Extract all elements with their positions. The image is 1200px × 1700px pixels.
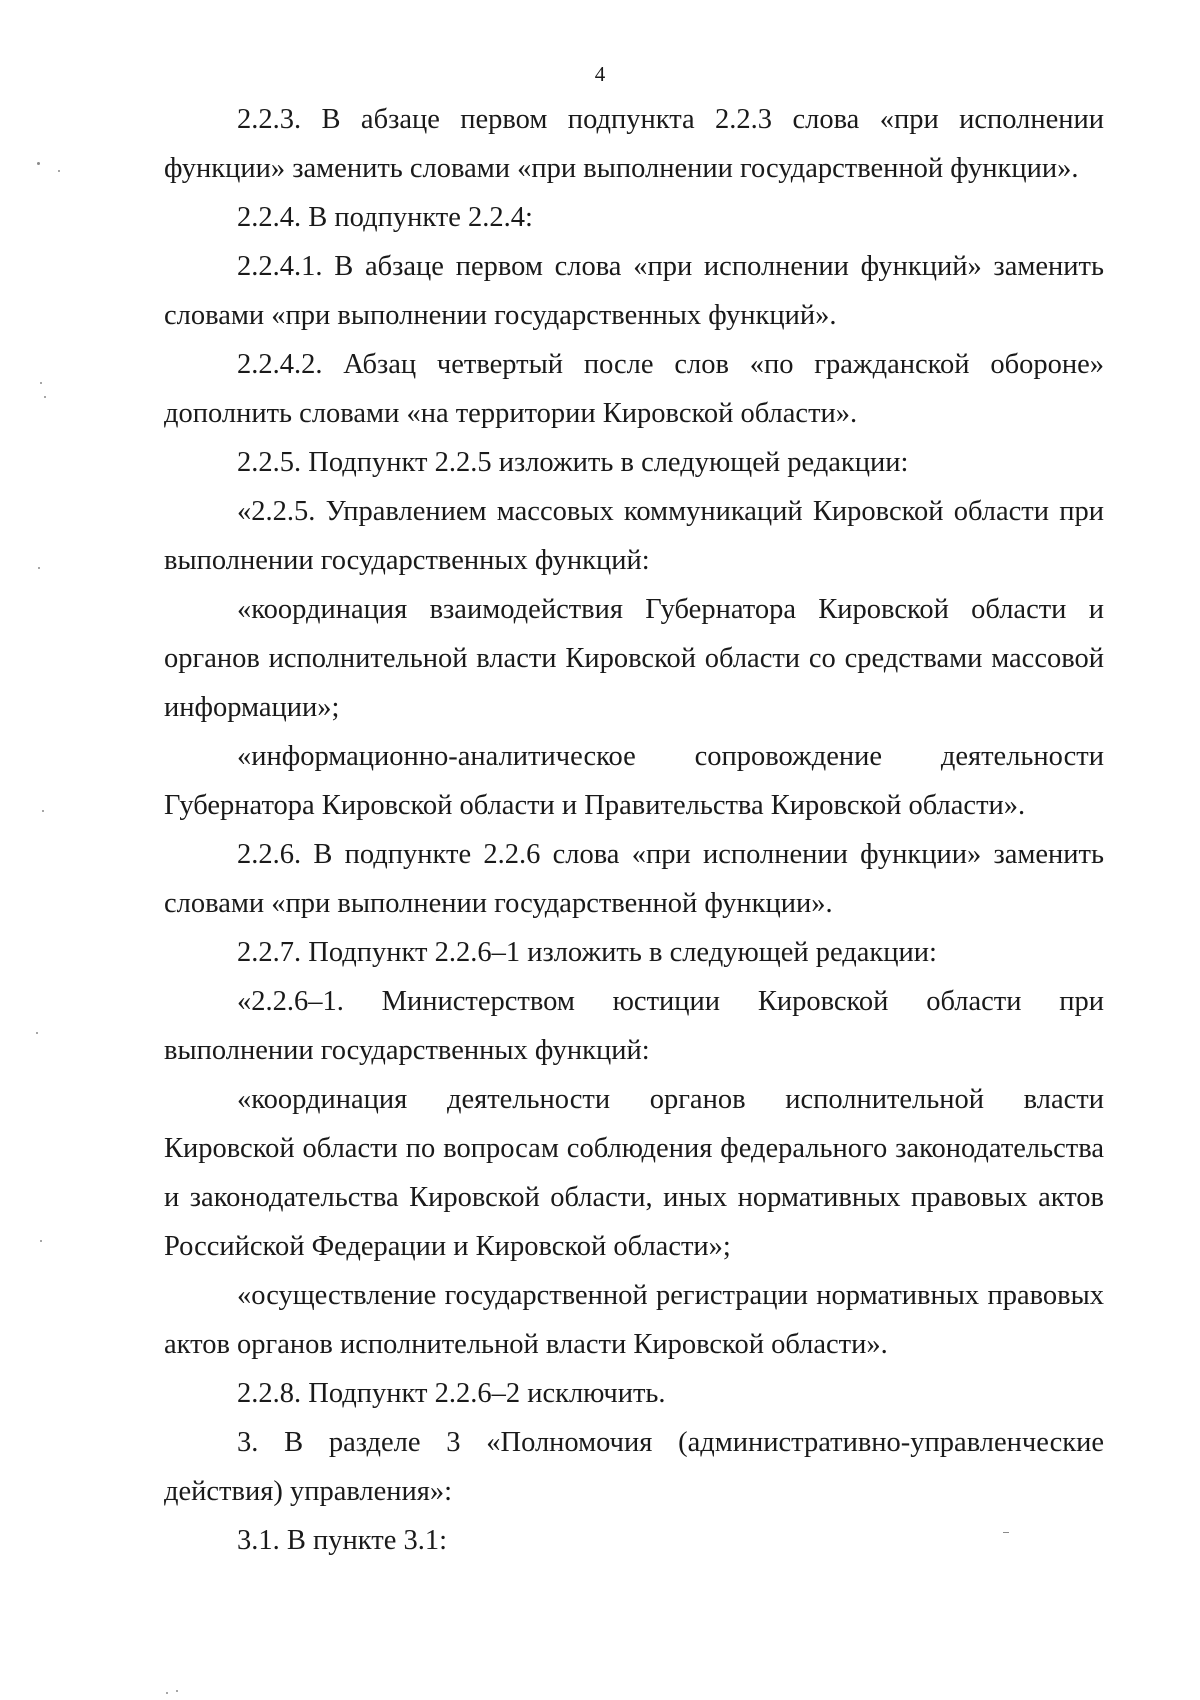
paragraph-2-2-4: 2.2.4. В подпункте 2.2.4: xyxy=(237,202,533,233)
scan-speck xyxy=(36,1032,38,1034)
paragraph-2-2-6-1-item-1: «координация деятельности органов исполнительной власти Кировской области по вопросам соблюдения федерального законодательства и законодательства Кировской области, иных нормативных правовых актов Российской Федерации и Кировской области»; xyxy=(164,1084,1104,1262)
paragraph-2-2-5-quote: «2.2.5. Управлением массовых коммуникаций Кировской области при выполнении государственных функций: xyxy=(164,496,1104,576)
paragraph-2-2-5-item-1: «координация взаимодействия Губернатора Кировской области и органов исполнительной власти Кировской области со средствами массовой информации»; xyxy=(164,594,1104,723)
scan-speck xyxy=(37,162,40,165)
paragraph-3: 3. В разделе 3 «Полномочия (административно-управленческие действия) управления»: xyxy=(164,1427,1104,1507)
paragraph-2-2-6-1-quote: «2.2.6–1. Министерством юстиции Кировской области при выполнении государственных функций: xyxy=(164,986,1104,1066)
scan-speck xyxy=(166,1692,168,1694)
scan-speck xyxy=(58,170,60,172)
scan-speck xyxy=(176,1690,178,1692)
scan-speck xyxy=(40,382,42,384)
page-number: 4 xyxy=(594,62,606,86)
scan-speck xyxy=(44,396,46,398)
paragraph-2-2-5-item-2: «информационно-аналитическое сопровождение деятельности Губернатора Кировской области и Правительства Кировской области». xyxy=(164,741,1104,821)
paragraph-2-2-8: 2.2.8. Подпункт 2.2.6–2 исключить. xyxy=(237,1378,666,1409)
scan-speck xyxy=(38,567,40,569)
paragraph-2-2-7: 2.2.7. Подпункт 2.2.6–1 изложить в следующей редакции: xyxy=(237,937,937,968)
scan-speck xyxy=(1003,1532,1009,1533)
paragraph-2-2-5: 2.2.5. Подпункт 2.2.5 изложить в следующей редакции: xyxy=(237,447,909,478)
paragraph-2-2-6-1-item-2: «осуществление государственной регистрации нормативных правовых актов органов исполнительной власти Кировской области». xyxy=(164,1280,1104,1360)
paragraph-2-2-4-1: 2.2.4.1. В абзаце первом слова «при исполнении функций» заменить словами «при выполнении государственных функций». xyxy=(164,251,1104,331)
scan-speck xyxy=(42,810,44,812)
paragraph-3-1: 3.1. В пункте 3.1: xyxy=(237,1525,448,1556)
paragraph-2-2-4-2: 2.2.4.2. Абзац четвертый после слов «по гражданской обороне» дополнить словами «на территории Кировской области». xyxy=(164,349,1104,429)
document-body xyxy=(164,95,1104,1565)
scan-speck xyxy=(40,1240,42,1242)
paragraph-2-2-3: 2.2.3. В абзаце первом подпункта 2.2.3 слова «при исполнении функции» заменить словами «при выполнении государственной функции». xyxy=(164,104,1104,184)
paragraph-2-2-6: 2.2.6. В подпункте 2.2.6 слова «при исполнении функции» заменить словами «при выполнении государственной функции». xyxy=(164,839,1104,919)
